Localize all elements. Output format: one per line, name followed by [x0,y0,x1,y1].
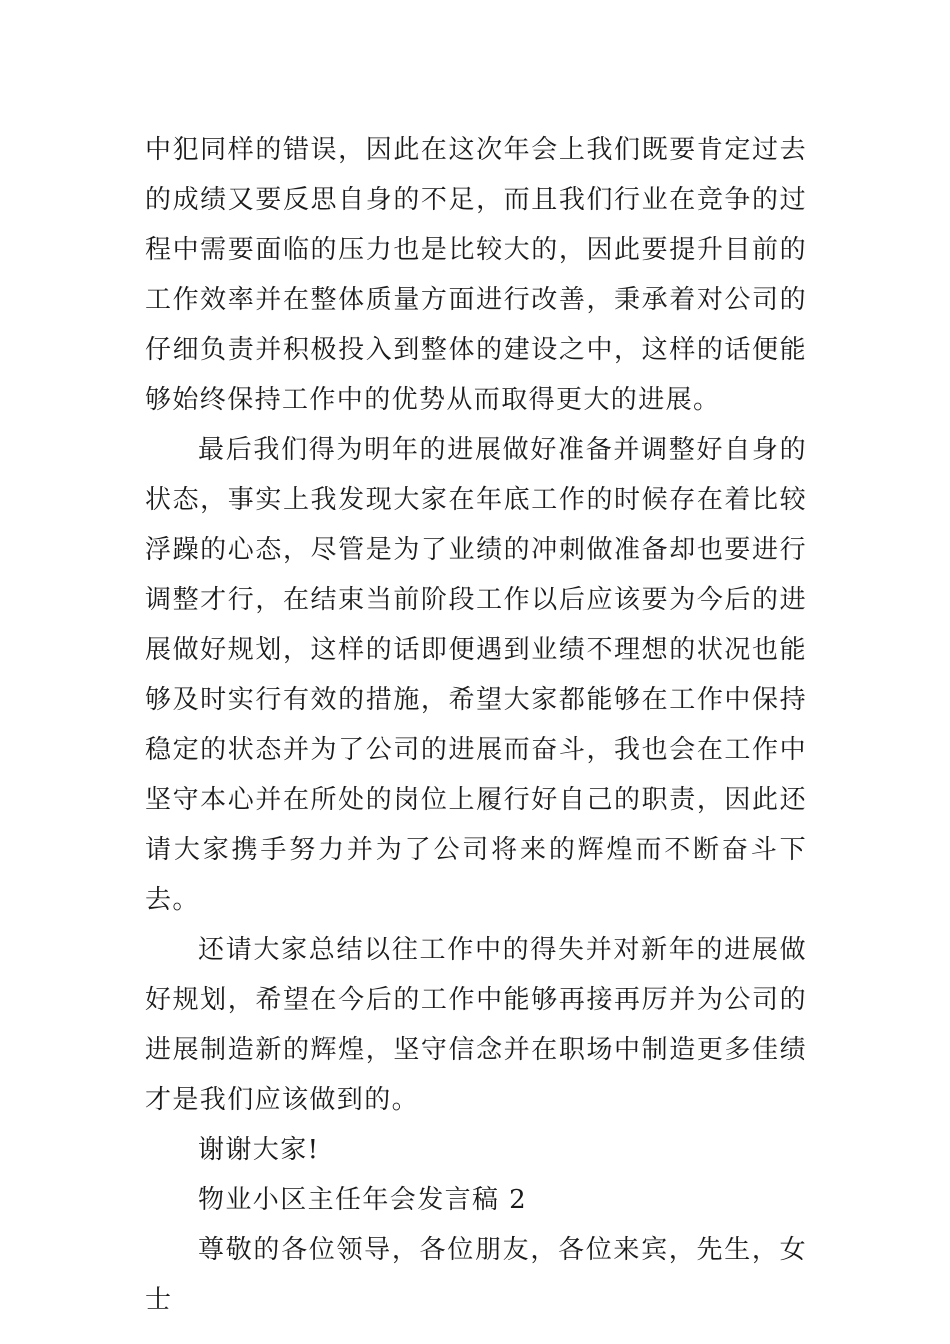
closing-thanks: 谢谢大家! [198,1135,320,1165]
paragraph: 最后我们得为明年的进展做好准备并调整好自身的状态，事实上我发现大家在年底工作的时候存在着比较浮躁的心态，尽管是为了业绩的冲刺做准备却也要进行调整才行，在结束当前阶段工作以后应该要为今后的进展做好规划，这样的话即便遇到业绩不理想的状况也能够及时实行有效的措施，希望大家都能够在工作中保持稳定的状态并为了公司的进展而奋斗，我也会在工作中坚守本心并在所处的岗位上履行好自己的职责，因此还请大家携手努力并为了公司将来的辉煌而不断奋斗下去。 [145,435,807,915]
paragraph: 还请大家总结以往工作中的得失并对新年的进展做好规划，希望在今后的工作中能够再接再厉并为公司的进展制造新的辉煌，坚守信念并在职场中制造更多佳绩才是我们应该做到的。 [145,935,807,1115]
section-title: 物业小区主任年会发言稿 2 [198,1185,528,1215]
document-body [145,125,807,1325]
paragraph-continuation: 中犯同样的错误，因此在这次年会上我们既要肯定过去的成绩又要反思自身的不足，而且我们行业在竞争的过程中需要面临的压力也是比较大的，因此要提升目前的工作效率并在整体质量方面进行改善，秉承着对公司的仔细负责并积极投入到整体的建设之中，这样的话便能够始终保持工作中的优势从而取得更大的进展。 [145,135,807,415]
salutation: 尊敬的各位领导，各位朋友，各位来宾，先生，女士 [145,1235,807,1315]
